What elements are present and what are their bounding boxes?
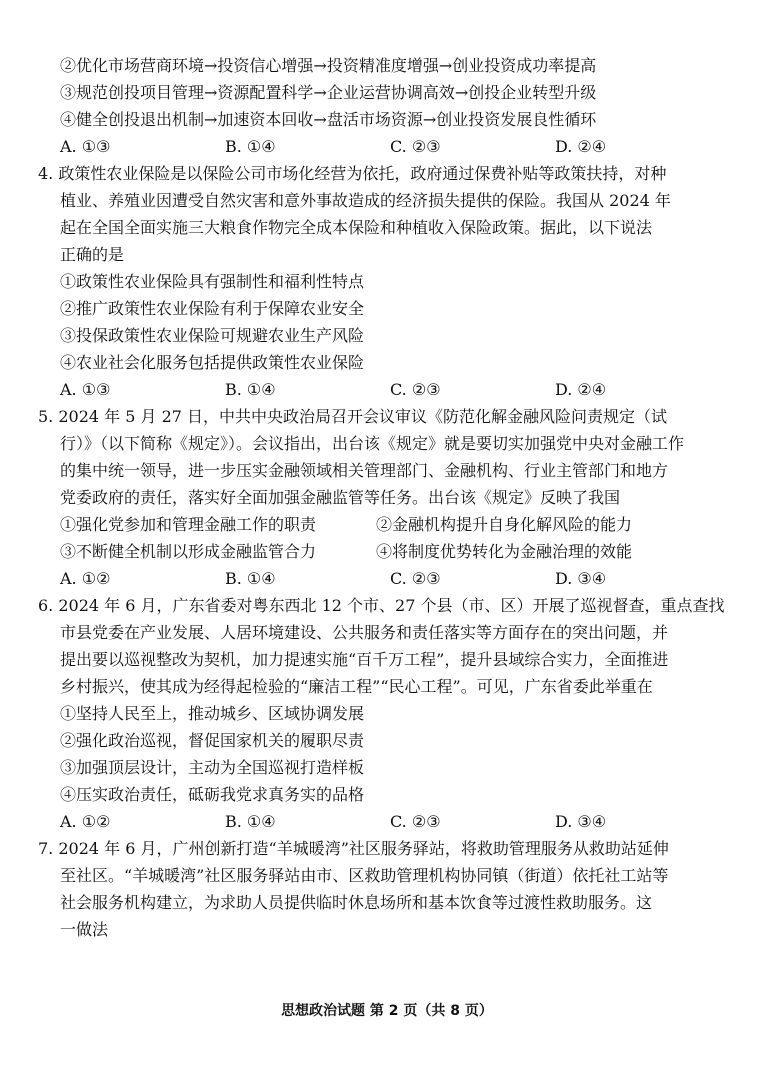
q5-item-2: ②金融机构提升自身化解风险的能力 bbox=[376, 515, 633, 534]
q6-option-c: C. ②③ bbox=[390, 812, 441, 831]
q5-options bbox=[38, 565, 738, 592]
q6-stem-line: 6. 2024 年 6 月，广东省委对粤东西北 12 个市、27 个县（市、区）开展了巡视督查，重点查找 bbox=[38, 596, 725, 615]
q4-item-1: ①政策性农业保险具有强制性和福利性特点 bbox=[60, 272, 365, 291]
page-content bbox=[38, 52, 738, 943]
q5-stem-line: 的集中统一领导，进一步压实金融领域相关管理部门、金融机构、行业主管部门和地方 bbox=[60, 461, 669, 480]
q4-option-d: D. ②④ bbox=[555, 380, 607, 399]
question-7 bbox=[38, 835, 738, 943]
q5-option-b: B. ①④ bbox=[225, 569, 276, 588]
q4-stem-line: 4. 政策性农业保险是以保险公司市场化经营为依托，政府通过保费补贴等政策扶持，对种 bbox=[38, 164, 667, 183]
page-footer: 思想政治试题 第 2 页（共 8 页） bbox=[281, 1003, 493, 1019]
q6-option-a: A. ①② bbox=[60, 812, 111, 831]
q6-item-3: ③加强顶层设计，主动为全国巡视打造样板 bbox=[60, 758, 365, 777]
q7-stem-line: 至社区。“羊城暖湾”社区服务驿站由市、区救助管理机构协同镇（街道）依托社工站等 bbox=[60, 866, 669, 885]
q6-option-b: B. ①④ bbox=[225, 812, 276, 831]
q4-stem-line: 植业、养殖业因遭受自然灾害和意外事故造成的经济损失提供的保险。我国从 2024 年 bbox=[60, 191, 671, 210]
q7-stem-line: 7. 2024 年 6 月，广州创新打造“羊城暖湾”社区服务驿站，将救助管理服务从救助站延伸 bbox=[38, 839, 669, 858]
q5-option-c: C. ②③ bbox=[390, 569, 441, 588]
q6-option-d: D. ③④ bbox=[555, 812, 607, 831]
q3-items bbox=[38, 52, 738, 133]
q3-item-3: ③规范创投项目管理→资源配置科学→企业运营协调高效→创投企业转型升级 bbox=[60, 83, 597, 102]
q4-stem-line: 正确的是 bbox=[60, 245, 125, 264]
q7-stem-line: 社会服务机构建立，为求助人员提供临时休息场所和基本饮食等过渡性救助服务。这 bbox=[60, 893, 653, 912]
q5-item-1: ①强化党参加和管理金融工作的职责 bbox=[60, 515, 317, 534]
q5-stem-line: 5. 2024 年 5 月 27 日，中共中央政治局召开会议审议《防范化解金融风险问责规定（试 bbox=[38, 407, 668, 426]
q6-stem-line: 乡村振兴，使其成为经得起检验的“廉洁工程”“民心工程”。可见，广东省委此举重在 bbox=[60, 677, 653, 696]
q3-option-b: B. ①④ bbox=[225, 137, 276, 156]
q5-items-row bbox=[38, 538, 738, 565]
q4-option-b: B. ①④ bbox=[225, 380, 276, 399]
q5-item-4: ④将制度优势转化为金融治理的效能 bbox=[376, 542, 633, 561]
q3-item-2: ②优化市场营商环境→投资信心增强→投资精准度增强→创业投资成功率提高 bbox=[60, 56, 597, 75]
q4-options bbox=[38, 376, 738, 403]
q7-stem-line: 一做法 bbox=[60, 920, 109, 939]
q4-option-c: C. ②③ bbox=[390, 380, 441, 399]
q4-item-4: ④农业社会化服务包括提供政策性农业保险 bbox=[60, 353, 365, 372]
question-5 bbox=[38, 403, 738, 592]
question-6 bbox=[38, 592, 738, 835]
q5-stem-line: 行）》（以下简称《规定》）。会议指出，出台该《规定》就是要切实加强党中央对金融工作 bbox=[60, 434, 685, 453]
q6-options bbox=[38, 808, 738, 835]
q4-option-a: A. ①③ bbox=[60, 380, 111, 399]
q3-option-d: D. ②④ bbox=[555, 137, 607, 156]
q6-item-4: ④压实政治责任，砥砺我党求真务实的品格 bbox=[60, 785, 365, 804]
question-4 bbox=[38, 160, 738, 403]
q4-stem-line: 起在全国全面实施三大粮食作物完全成本保险和种植收入保险政策。据此，以下说法 bbox=[60, 218, 653, 237]
q6-stem-line: 提出要以巡视整改为契机，加力提速实施“百千万工程”，提升县域综合实力，全面推进 bbox=[60, 650, 669, 669]
q4-item-3: ③投保政策性农业保险可规避农业生产风险 bbox=[60, 326, 365, 345]
q4-item-2: ②推广政策性农业保险有利于保障农业安全 bbox=[60, 299, 365, 318]
q3-option-a: A. ①③ bbox=[60, 137, 111, 156]
q6-stem-line: 市县党委在产业发展、人居环境建设、公共服务和责任落实等方面存在的突出问题，并 bbox=[60, 623, 669, 642]
q3-options bbox=[38, 133, 738, 160]
q3-item-4: ④健全创投退出机制→加速资本回收→盘活市场资源→创业投资发展良性循环 bbox=[60, 110, 597, 129]
q6-item-1: ①坚持人民至上，推动城乡、区域协调发展 bbox=[60, 704, 365, 723]
q5-item-3: ③不断健全机制以形成金融监管合力 bbox=[60, 542, 317, 561]
q6-item-2: ②强化政治巡视，督促国家机关的履职尽责 bbox=[60, 731, 365, 750]
q5-option-d: D. ③④ bbox=[555, 569, 607, 588]
q3-option-c: C. ②③ bbox=[390, 137, 441, 156]
q5-items-row bbox=[38, 511, 738, 538]
q5-option-a: A. ①② bbox=[60, 569, 111, 588]
q5-stem-line: 党委政府的责任，落实好全面加强金融监管等任务。出台该《规定》反映了我国 bbox=[60, 488, 621, 507]
